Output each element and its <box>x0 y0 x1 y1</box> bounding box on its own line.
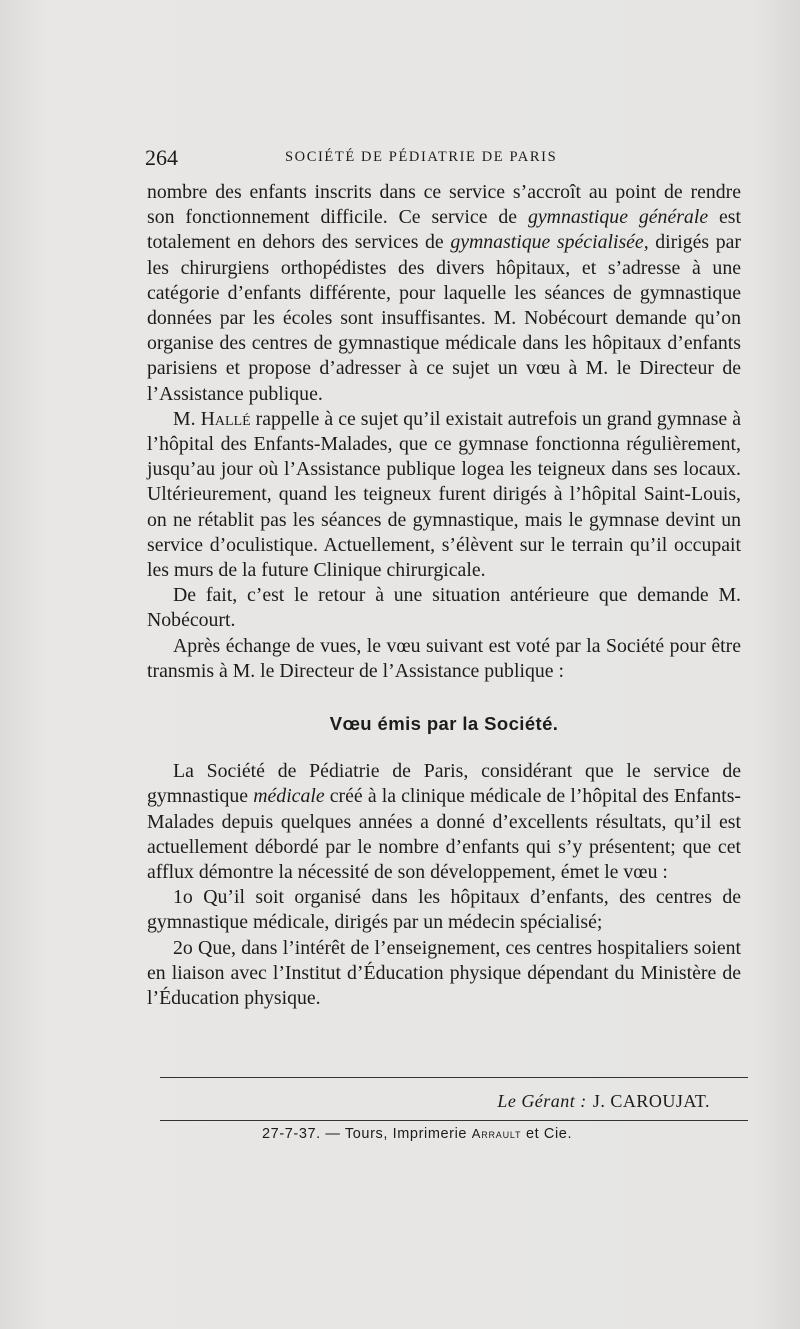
item-number: 2o <box>173 936 193 959</box>
page-number: 264 <box>145 145 178 170</box>
resolution-item-2: 2o Que, dans l’intérêt de l’enseignement, ces centres hospitaliers soient en liaison avec l’Institut d’Éducation physique dépendant du Ministère de l’Éducation physique. <box>147 936 741 1010</box>
divider-bottom <box>160 1120 748 1121</box>
speaker-name: Hallé <box>200 407 251 430</box>
page-header <box>145 145 745 175</box>
paragraph-halle: M. Hallé rappelle à ce sujet qu’il existait autrefois un grand gymnase à l’hôpital des Enfants-Malades, que ce gymnase fonctionna régulièrement, jusqu’au jour où l’Assistance publique logea les teigneux dans ses locaux. Ultérieurement, quand les teigneux furent dirigés à l’hôpital Saint-Louis, on ne rétablit pas les séances de gymnastique, mais le gymnase devint un service d’oculistique. Actuellement, s’élèvent sur le terrain qu’il occupait les murs de la future Clinique chirurgicale. <box>147 407 741 582</box>
resolution-title: Vœu émis par la Société. <box>329 713 559 735</box>
paragraph-3: De fait, c’est le retour à une situation antérieure que demande M. Nobécourt. <box>147 584 741 632</box>
signature-label: Le Gérant : <box>497 1091 587 1111</box>
signature <box>497 1091 710 1112</box>
paragraph-4: Après échange de vues, le vœu suivant est voté par la Société pour être transmis à M. le Directeur de l’Assistance publique : <box>147 634 741 682</box>
paragraph-1: nombre des enfants inscrits dans ce service s’accroît au point de rendre son fonctionnement difficile. Ce service de gymnastique générale est totalement en dehors des services de gymnastique spécialisée, dirigés par les chirurgiens orthopédistes des divers hôpitaux, et s’adresse à une catégorie d’enfants différente, pour laquelle les séances de gymnastique données par les écoles sont insuffisantes. M. Nobécourt demande qu’on organise des centres de gymnastique médicale dans les hôpitaux d’enfants parisiens et propose d’adresser à ce sujet un vœu à M. le Directeur de l’Assistance publique. <box>147 181 742 405</box>
signature-name: J. CAROUJAT. <box>592 1091 710 1111</box>
divider-top <box>160 1077 748 1078</box>
printer-name: Arrault <box>471 1126 522 1141</box>
running-head: SOCIÉTÉ DE PÉDIATRIE DE PARIS <box>285 149 558 165</box>
body-text <box>147 180 741 1011</box>
emphasis: gymnastique spécialisée, <box>450 231 649 254</box>
resolution-item-1: 1o Qu’il soit organisé dans les hôpitaux d’enfants, des centres de gymnastique médicale, dirigés par un médecin spécialisé; <box>147 886 741 934</box>
printer-imprint: 27-7-37. — Tours, Imprimerie Arrault et Cie. <box>262 1126 573 1142</box>
emphasis: gymnastique générale <box>527 206 709 229</box>
resolution-paragraph: La Société de Pédiatrie de Paris, considérant que le service de gymnastique médicale créé à la clinique médicale de l’hôpital des Enfants-Malades depuis quelques années a donné d’excellents résultats, qu’il est actuellement débordé par le nombre d’enfants qui s’y présentent; que cet afflux démontre la nécessité de son développement, émet le vœu : <box>147 760 741 884</box>
emphasis: médicale <box>253 785 325 808</box>
item-number: 1o <box>173 886 193 909</box>
